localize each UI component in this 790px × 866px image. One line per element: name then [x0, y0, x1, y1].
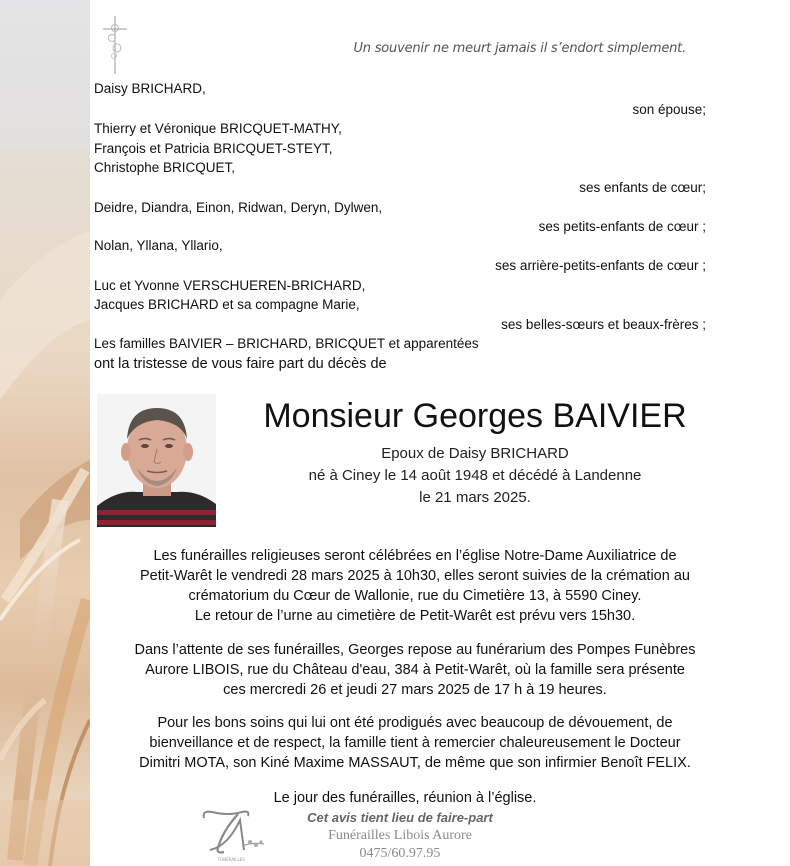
death-date: le 21 mars 2025. [419, 489, 531, 506]
paragraph-line: bienveillance et de respect, la famille tient à remercier chaleureusement le Docteur [149, 735, 681, 751]
deceased-name: Monsieur Georges BAIVIER [263, 397, 687, 435]
family-relation-line: ses arrière-petits-enfants de cœur ; [495, 258, 706, 273]
decorative-pampas-strip [0, 0, 90, 866]
family-name-line: Thierry et Véronique BRICQUET-MATHY, [94, 121, 342, 136]
family-name-line: Luc et Yvonne VERSCHUEREN-BRICHARD, [94, 278, 366, 293]
paragraph-line: Dans l’attente de ses funérailles, Georges repose au funérarium des Pompes Funèbres [134, 642, 696, 658]
thanks-paragraph [110, 713, 720, 773]
paragraph-line: Aurore LIBOIS, rue du Château d'eau, 384 à Petit-Warêt, où la famille sera présente [145, 662, 685, 678]
pampas-grass-illustration [0, 0, 90, 866]
family-name-line: Deidre, Diandra, Einon, Ridwan, Deryn, Dylwen, [94, 200, 383, 215]
logo-caption: FUNÉRAILLES [218, 857, 245, 862]
paragraph-line: Pour les bons soins qui lui ont été prodigués avec beaucoup de dévouement, de [157, 715, 673, 731]
funeral-home-name: Funérailles Libois Aurore [328, 828, 472, 843]
paragraph-line: Petit-Warêt le vendredi 28 mars 2025 à 10h30, elles seront suivies de la crémation au [140, 568, 690, 584]
family-relation-line: ses petits-enfants de cœur ; [538, 219, 706, 234]
family-name-line: Daisy BRICHARD, [94, 81, 206, 96]
funeral-details-paragraph [110, 546, 720, 626]
announcement-intro: ont la tristesse de vous faire part du décès de [94, 356, 387, 372]
family-name-line: Christophe BRICQUET, [94, 160, 236, 175]
closing-note: Le jour des funérailles, réunion à l’église. [273, 790, 537, 806]
portrait-photo [97, 394, 216, 527]
funeral-home-phone: 0475/60.97.95 [359, 846, 441, 861]
family-name-line: Jacques BRICHARD et sa compagne Marie, [94, 297, 360, 312]
spouse-line: Epoux de Daisy BRICHARD [381, 445, 569, 462]
paragraph-line: crématorium du Cœur de Wallonie, rue du Cimetière 13, à 5590 Ciney. [188, 588, 642, 604]
family-relation-line: ses enfants de cœur; [579, 180, 706, 195]
notice-line: Cet avis tient lieu de faire-part [307, 810, 493, 825]
floral-cross-icon [100, 14, 130, 76]
paragraph-line: Les funérailles religieuses seront célébrées en l’église Notre-Dame Auxiliatrice de [153, 548, 677, 564]
paragraph-line: ces mercredi 26 et jeudi 27 mars 2025 de 17 h à 19 heures. [223, 682, 607, 698]
visitation-paragraph [110, 640, 720, 700]
motto: Un souvenir ne meurt jamais il s’endort simplement. [353, 41, 686, 56]
family-relation-line: son épouse; [632, 102, 706, 117]
paragraph-line: Le retour de l’urne au cimetière de Petit-Warêt est prévu vers 15h30. [194, 608, 636, 624]
family-name-line: Nolan, Yllana, Yllario, [94, 238, 223, 253]
birth-death-line: né à Ciney le 14 août 1948 et décédé à Landenne [308, 467, 642, 484]
deceased-portrait [97, 394, 216, 527]
family-relation-line: ses belles-sœurs et beaux-frères ; [501, 317, 706, 332]
paragraph-line: Dimitri MOTA, son Kiné Maxime MASSAUT, de même que son infirmier Benoît FELIX. [139, 755, 691, 771]
family-name-line: François et Patricia BRICQUET-STEYT, [94, 141, 333, 156]
family-name-line: Les familles BAIVIER – BRICHARD, BRICQUET et apparentées [94, 336, 479, 351]
